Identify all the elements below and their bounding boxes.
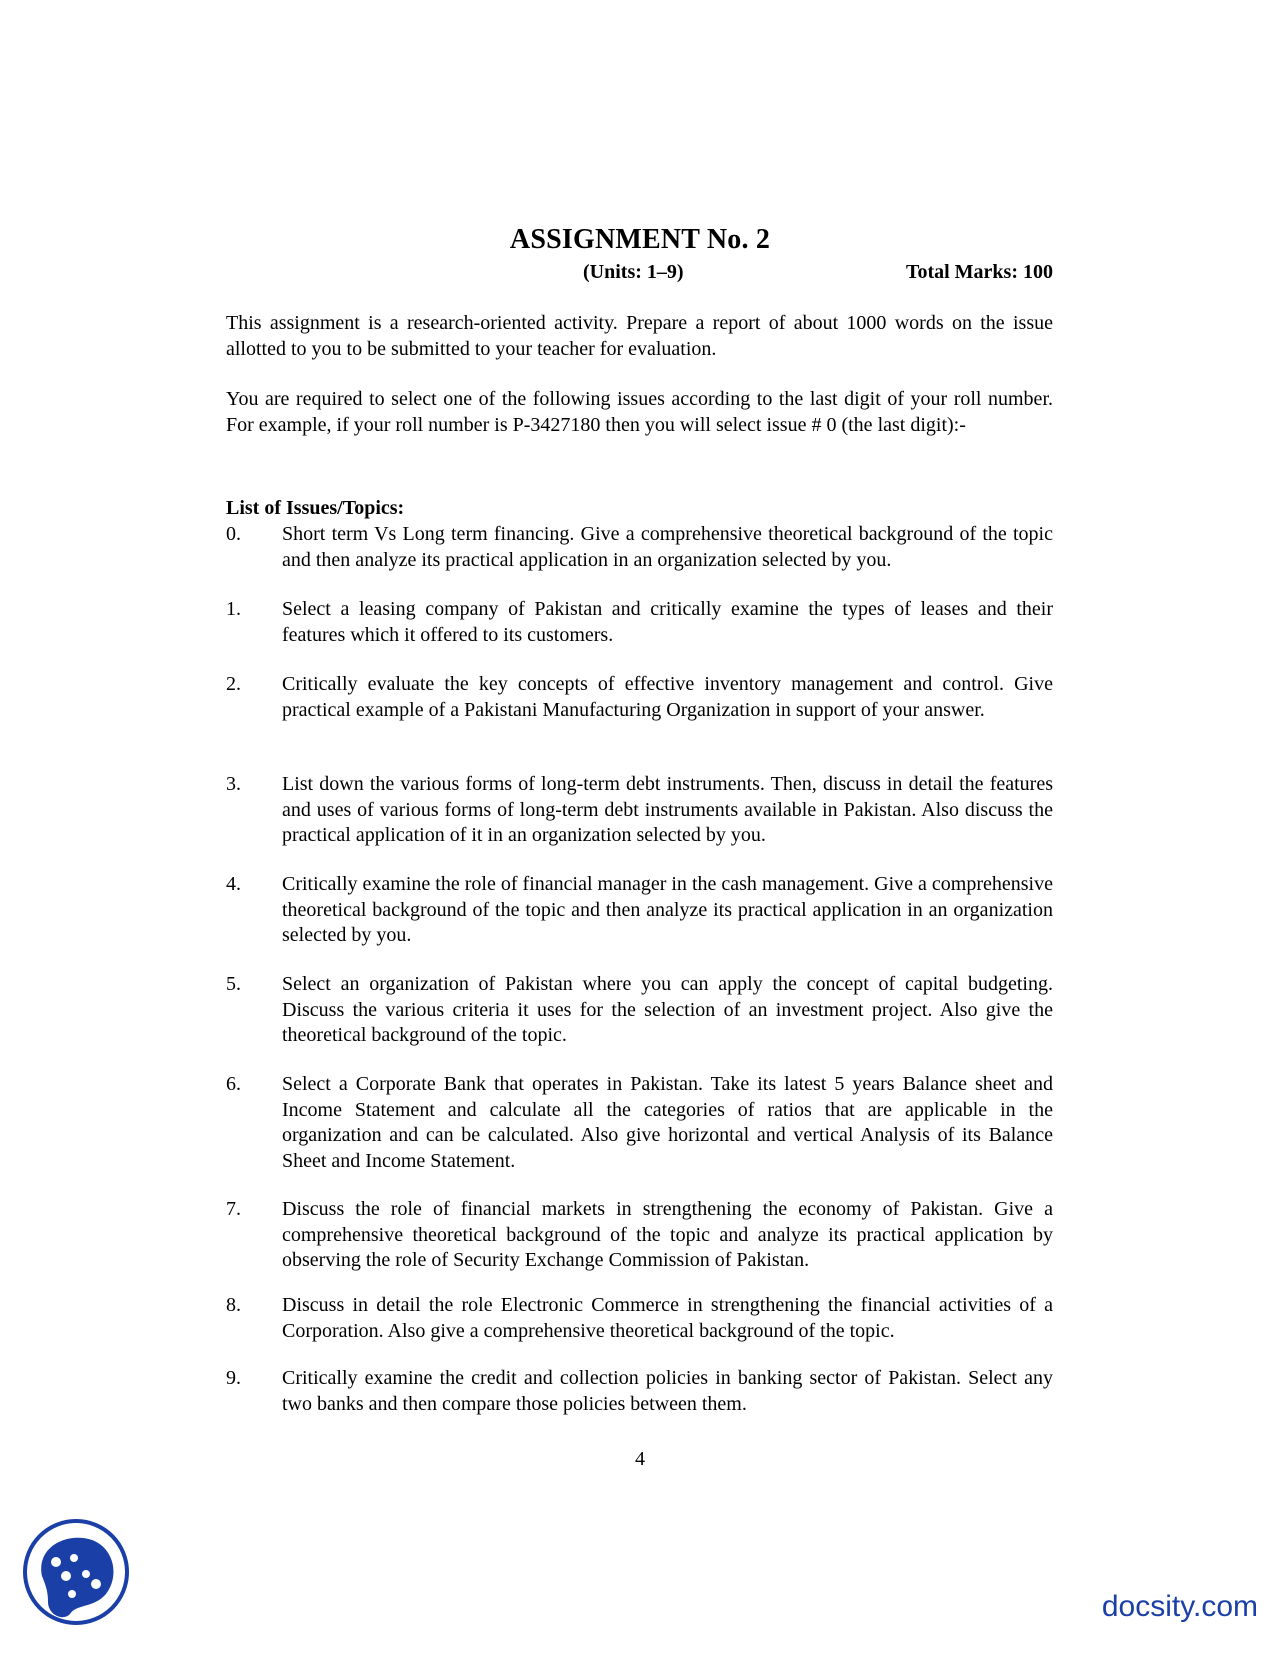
list-heading: List of Issues/Topics:	[226, 497, 405, 519]
list-item	[226, 522, 1053, 573]
item-number: 9.	[226, 1367, 241, 1389]
list-item	[226, 872, 1053, 949]
list-item	[226, 672, 1053, 723]
item-text: Critically evaluate the key concepts of effective inventory management and control. Give practical example of a Pakistani Manufacturing Organization in support of your answer.	[282, 673, 1053, 721]
item-number: 8.	[226, 1294, 241, 1316]
item-number: 5.	[226, 973, 241, 995]
list-item	[226, 1197, 1053, 1274]
assignment-title: ASSIGNMENT No. 2	[509, 224, 771, 255]
item-number: 3.	[226, 773, 241, 795]
item-number: 1.	[226, 598, 241, 620]
item-text: Discuss in detail the role Electronic Commerce in strengthening the financial activities of a Corporation. Also give a comprehensive theoretical background of the topic.	[282, 1294, 1053, 1342]
list-item	[226, 972, 1053, 1049]
item-text: Select an organization of Pakistan where you can apply the concept of capital budgeting. Discuss the various criteria it uses for the selection of an investment project. Also give the theoretical background of the topic.	[282, 973, 1053, 1046]
item-number: 7.	[226, 1198, 241, 1220]
list-item	[226, 1072, 1053, 1174]
docsity-logo-icon[interactable]	[22, 1518, 130, 1626]
item-text: Critically examine the credit and collection policies in banking sector of Pakistan. Select any two banks and then compare those policies between them.	[282, 1367, 1053, 1415]
list-item	[226, 772, 1053, 849]
docsity-brand-link[interactable]: docsity.com	[1101, 1590, 1258, 1623]
item-number: 0.	[226, 523, 241, 545]
item-text: List down the various forms of long-term debt instruments. Then, discuss in detail the features and uses of various forms of long-term debt instruments available in Pakistan. Also discuss the practical application of it in an organization selected by you.	[282, 773, 1053, 846]
list-item	[226, 1366, 1053, 1417]
instructions-paragraph: You are required to select one of the following issues according to the last digit of your roll number. For example, if your roll number is P-3427180 then you will select issue # 0 (the last digit):-	[226, 388, 1053, 436]
item-text: Short term Vs Long term financing. Give a comprehensive theoretical background of the topic and then analyze its practical application in an organization selected by you.	[282, 523, 1053, 571]
item-number: 4.	[226, 873, 241, 895]
list-item	[226, 1293, 1053, 1344]
item-text: Critically examine the role of financial manager in the cash management. Give a comprehensive theoretical background of the topic and then analyze its practical application in an organization selected by you.	[282, 873, 1053, 946]
units-label: (Units: 1–9)	[583, 261, 684, 283]
page-number: 4	[635, 1448, 645, 1470]
total-marks-label: Total Marks: 100	[905, 261, 1053, 283]
item-number: 6.	[226, 1073, 241, 1095]
intro-paragraph: This assignment is a research-oriented activity. Prepare a report of about 1000 words on the issue allotted to you to be submitted to your teacher for evaluation.	[226, 312, 1053, 360]
item-text: Discuss the role of financial markets in strengthening the economy of Pakistan. Give a comprehensive theoretical background of the topic and analyze its practical application by observing the role of Security Exchange Commission of Pakistan.	[282, 1198, 1053, 1271]
item-number: 2.	[226, 673, 241, 695]
list-item	[226, 597, 1053, 648]
item-text: Select a leasing company of Pakistan and critically examine the types of leases and their features which it offered to its customers.	[282, 598, 1053, 646]
item-text: Select a Corporate Bank that operates in Pakistan. Take its latest 5 years Balance sheet and Income Statement and calculate all the categories of ratios that are applicable in the organization and can be calculated. Also give horizontal and vertical Analysis of its Balance Sheet and Income Statement.	[282, 1073, 1053, 1172]
